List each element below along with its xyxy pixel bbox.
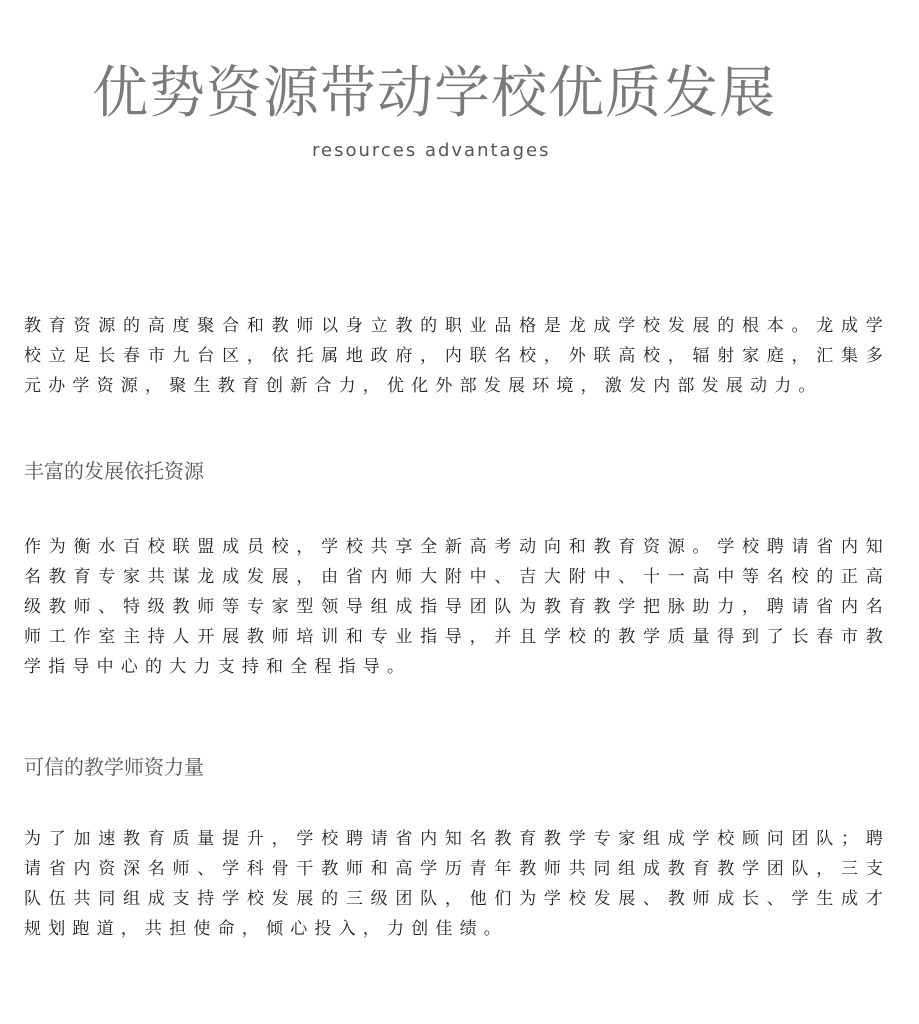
page-subtitle: resources advantages <box>312 140 551 161</box>
section-paragraph-resources: 作为衡水百校联盟成员校，学校共享全新高考动向和教育资源。学校聘请省内知名教育专家共谋龙成发展，由省内师大附中、吉大附中、十一高中等名校的正高级教师、特级教师等专家型领导组成指导团队为教育教学把脉助力，聘请省内名师工作室主持人开展教师培训和专业指导，并且学校的教学质量得到了长春市教学指导中心的大力支持和全程指导。 <box>24 537 890 677</box>
section-paragraph-faculty: 为了加速教育质量提升，学校聘请省内知名教育教学专家组成学校顾问团队；聘请省内资深名师、学科骨干教师和高学历青年教师共同组成教育教学团队，三支队伍共同组成支持学校发展的三级团队，他们为学校发展、教师成长、学生成才规划跑道，共担使命，倾心投入，力创佳绩。 <box>24 829 890 939</box>
section-heading-resources: 丰富的发展依托资源 <box>24 459 204 483</box>
section-heading-faculty: 可信的教学师资力量 <box>24 755 204 779</box>
intro-paragraph: 教育资源的高度聚合和教师以身立教的职业品格是龙成学校发展的根本。龙成学校立足长春市九台区，依托属地政府，内联名校，外联高校，辐射家庭，汇集多元办学资源，聚生教育创新合力，优化外部发展环境，激发内部发展动力。 <box>24 316 890 396</box>
page-title: 优势资源带动学校优质发展 <box>92 61 776 126</box>
